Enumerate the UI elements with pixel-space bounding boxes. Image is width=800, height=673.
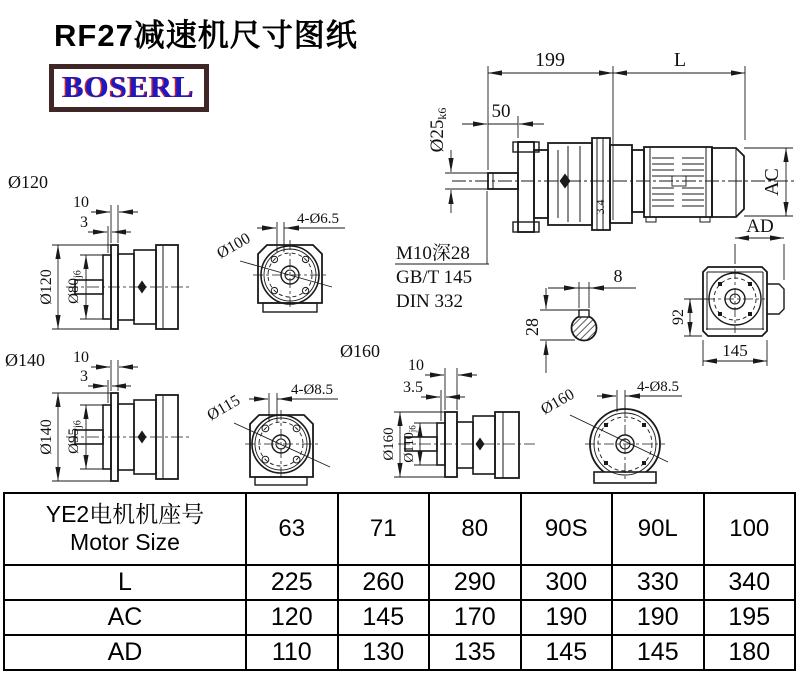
col-header: 71 (338, 493, 430, 565)
flange-160-front-view (538, 379, 682, 483)
table-row-AC (4, 600, 795, 635)
motor-rear-view (670, 216, 784, 366)
flange-140-side-view (5, 349, 190, 481)
flange-160-dim-3-5: 3.5 (403, 379, 423, 396)
row-label: AC (4, 600, 246, 635)
cell: 195 (704, 600, 796, 635)
col-header: 80 (429, 493, 521, 565)
cell: 190 (612, 600, 704, 635)
flange-120-side-view (8, 172, 190, 329)
cell: 145 (521, 635, 613, 670)
cell: 225 (246, 565, 338, 600)
row-label: AD (4, 635, 246, 670)
flange-160-side-view (340, 341, 535, 478)
col-header: 90S (521, 493, 613, 565)
table-row-AD (4, 635, 795, 670)
flange-120-dim-3: 3 (80, 214, 88, 231)
dim-key-width: 8 (613, 266, 623, 286)
table-header-row (4, 493, 795, 565)
dim-199: 199 (535, 49, 565, 71)
flange-120-label: Ø120 (8, 172, 48, 192)
flange-120-dim-10: 10 (73, 194, 89, 211)
flange-140-dim-10: 10 (73, 349, 89, 366)
cell: 300 (521, 565, 613, 600)
dim-key-height: 28 (522, 318, 542, 336)
flange-115-holes: 4-Ø8.5 (290, 382, 334, 398)
motor-size-header-en: Motor Size (70, 529, 180, 555)
dim-50: 50 (491, 101, 511, 122)
flange-160-bolt-circle: Ø160 (538, 385, 578, 419)
dim-3-4: 3.4 (593, 199, 607, 215)
cell: 290 (429, 565, 521, 600)
col-header: 100 (704, 493, 796, 565)
cell: 260 (338, 565, 430, 600)
flange-140-label: Ø140 (5, 350, 45, 370)
dim-L: L (673, 49, 687, 71)
cell: 135 (429, 635, 521, 670)
cell: 145 (338, 600, 430, 635)
col-header: 63 (246, 493, 338, 565)
boserl-logo-text: BOSERL (63, 69, 195, 104)
motor-size-header-cn: YE2电机机座号 (45, 501, 205, 528)
cell: 130 (338, 635, 430, 670)
flange-160-spigot: Ø110j6 (402, 425, 418, 463)
cell: 330 (612, 565, 704, 600)
flange-120-spigot: Ø80j6 (66, 270, 84, 304)
flange-160-label: Ø160 (340, 341, 380, 361)
flange-160-outer: Ø160 (381, 427, 397, 461)
motor-size-header (4, 493, 246, 565)
flange-100-holes: 4-Ø6.5 (296, 211, 340, 227)
flange-160-holes: 4-Ø8.5 (636, 379, 680, 395)
dim-AC: AC (761, 168, 783, 196)
cell: 190 (521, 600, 613, 635)
dim-145: 145 (722, 341, 748, 360)
key-section-view (522, 266, 636, 373)
cell: 120 (246, 600, 338, 635)
col-header: 90L (612, 493, 704, 565)
cell: 180 (704, 635, 796, 670)
flange-160-dim-10: 10 (408, 357, 424, 374)
page-title: RF27减速机尺寸图纸 (54, 18, 358, 53)
dimension-table (3, 492, 796, 671)
flange-140-outer: Ø140 (38, 419, 55, 455)
flange-140-spigot: Ø95j6 (66, 420, 84, 454)
dim-92: 92 (670, 309, 687, 325)
flange-115-front-view (204, 382, 338, 485)
flange-115-bolt-circle: Ø115 (204, 391, 244, 425)
flange-100-bolt-circle: Ø100 (214, 229, 254, 263)
dim-shaft-diameter: Ø25k6 (427, 107, 449, 153)
flange-100-front-view (214, 211, 345, 312)
cell: 340 (704, 565, 796, 600)
cell: 170 (429, 600, 521, 635)
note-thread: M10深28 (396, 243, 470, 264)
flange-120-outer: Ø120 (38, 269, 55, 305)
row-label: L (4, 565, 246, 600)
cell: 110 (246, 635, 338, 670)
flange-140-dim-3: 3 (80, 368, 88, 385)
note-gbt: GB/T 145 (396, 267, 473, 288)
cell: 145 (612, 635, 704, 670)
note-din: DIN 332 (396, 291, 464, 312)
table-row-L (4, 565, 795, 600)
dim-AD: AD (746, 216, 774, 237)
